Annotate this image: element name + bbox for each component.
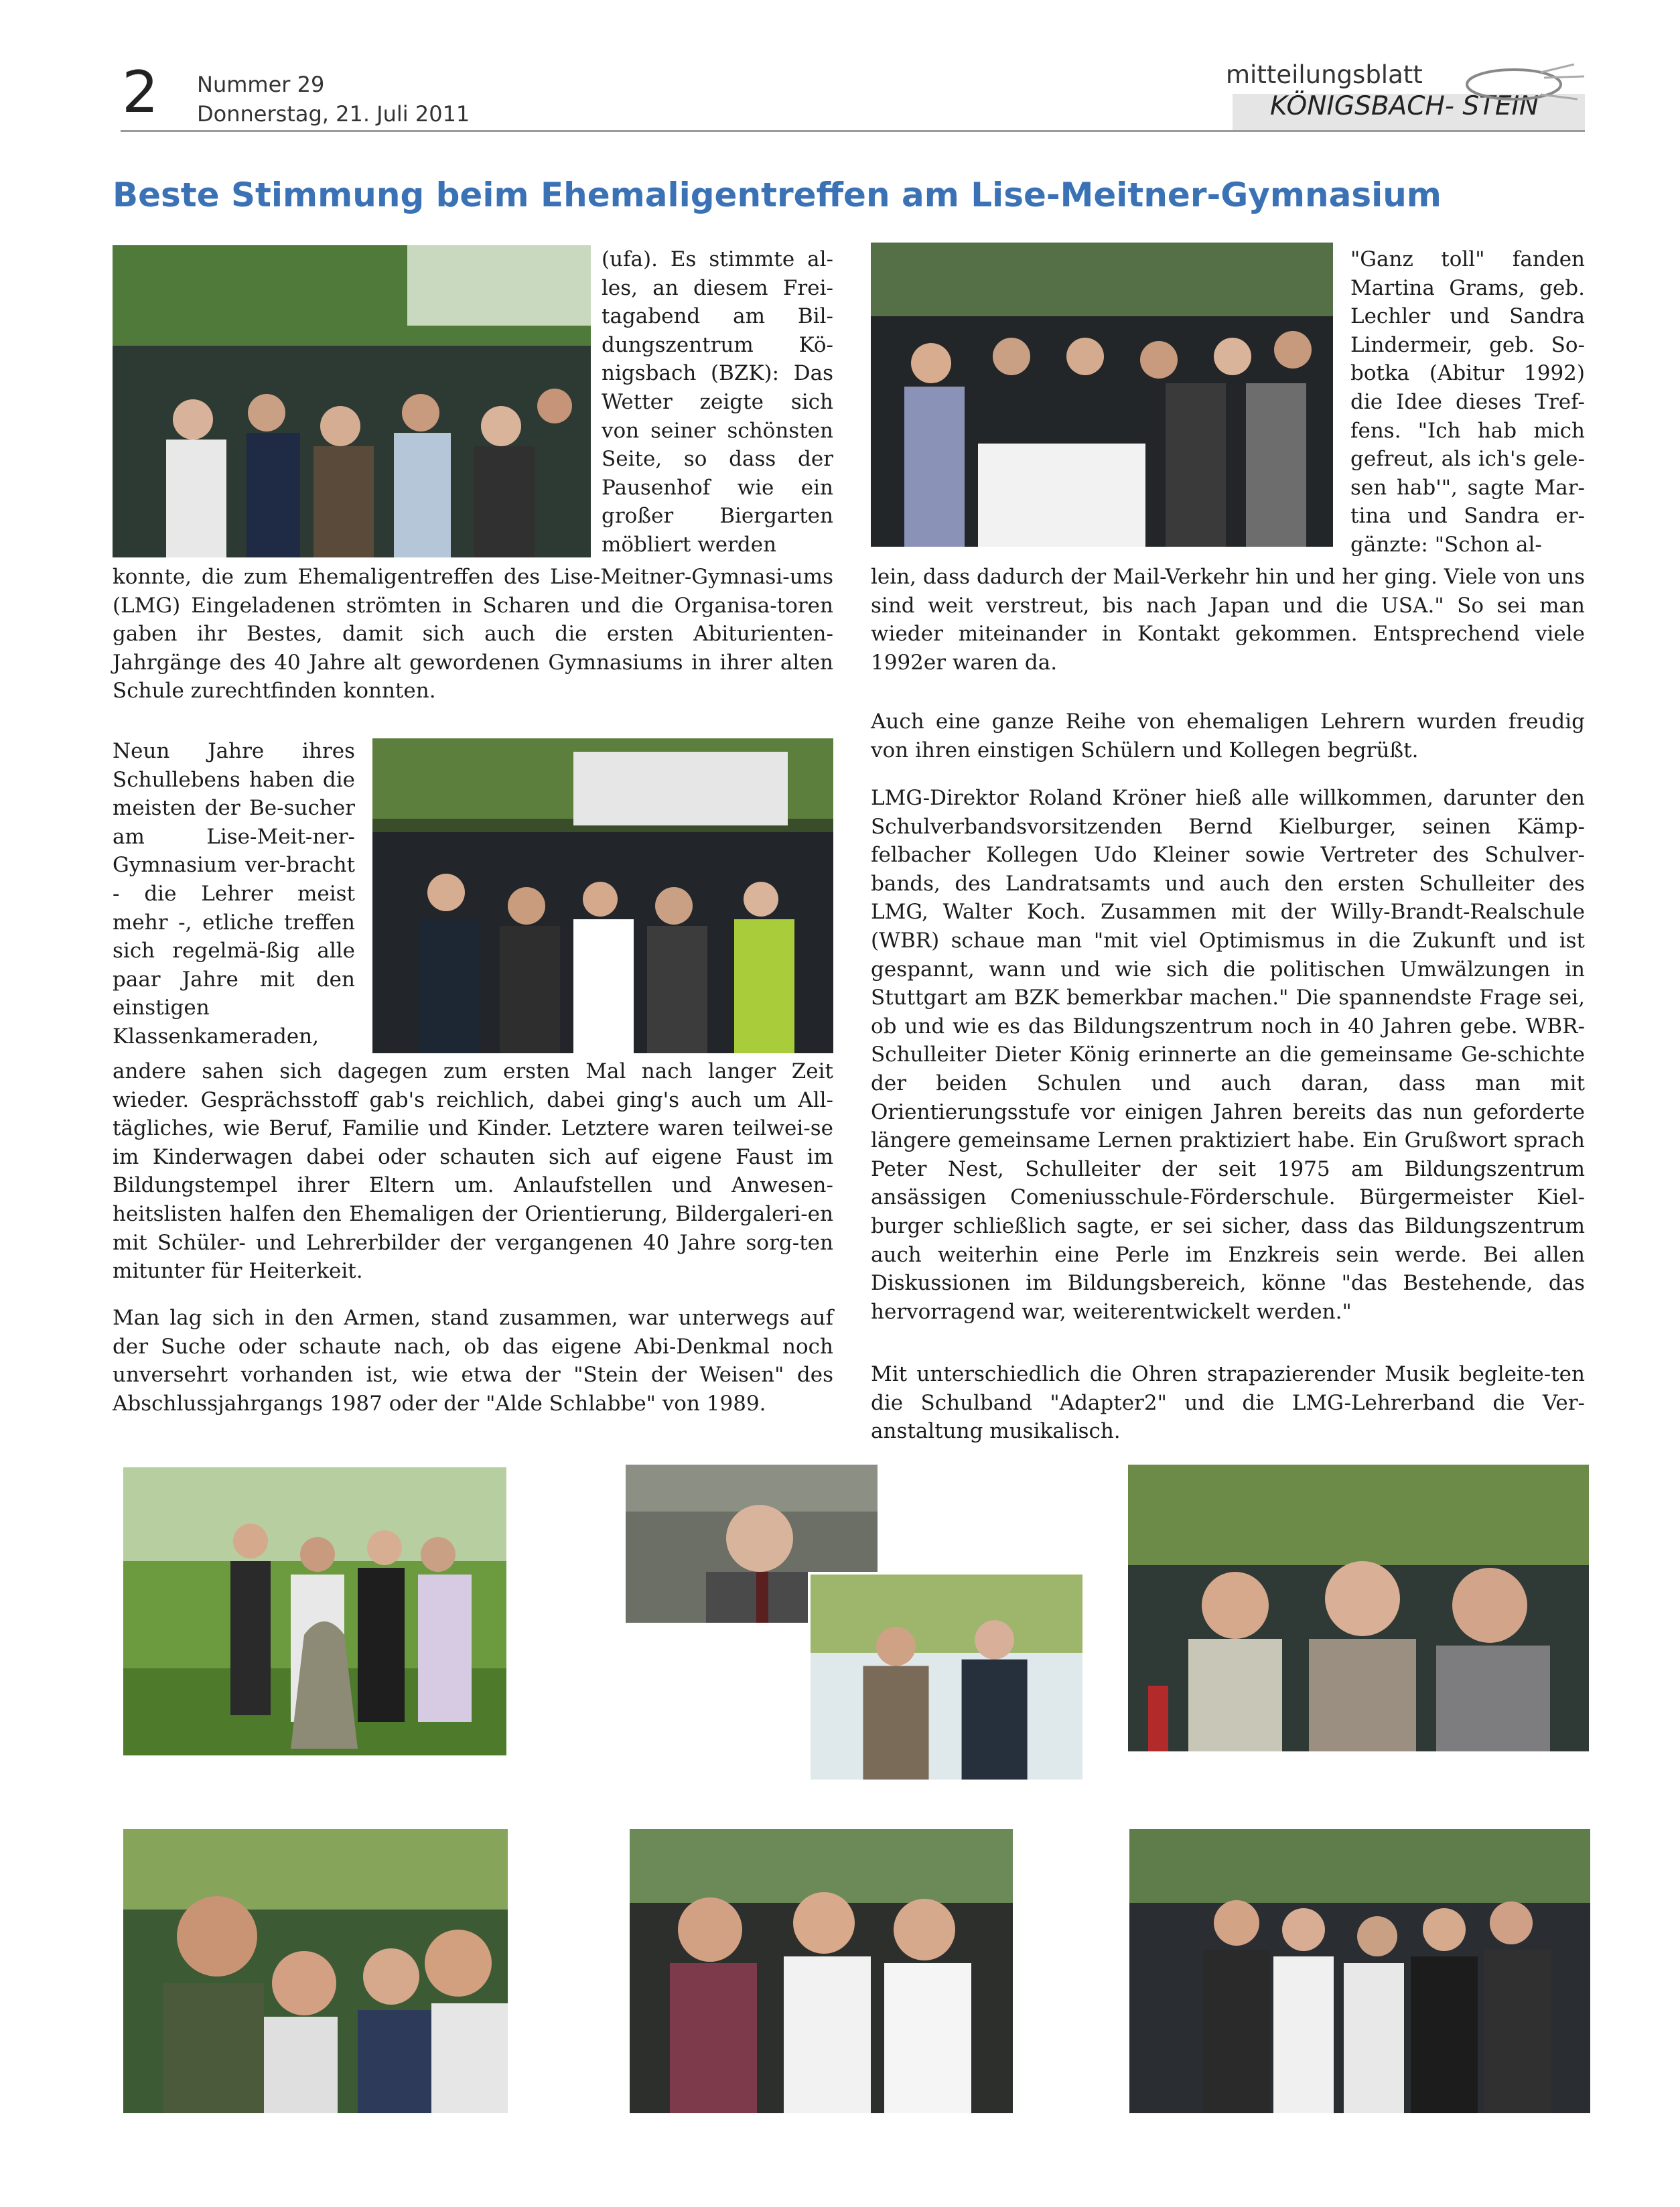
col2-music-text: Mit unterschiedlich die Ohren strapazierender Musik begleite-ten die Schulband "Adapter2" und die LMG-Lehrerband die Ver-anstaltung musikalisch.: [871, 1362, 1585, 1444]
header-rule: [121, 130, 1585, 132]
col2-teachers-text: Auch eine ganze Reihe von ehemaligen Lehrern wurden freudig von ihren einstigen Schülern und Kollegen begrüßt.: [871, 710, 1585, 762]
col2-quote-continued: lein, dass dadurch der Mail-Verkehr hin und her ging. Viele von uns sind weit verstreut, bis nach Japan und die USA." So sei man wieder miteinander in Kontakt gekommen. Entsprechend viele 1992er waren da.: [871, 565, 1585, 675]
col1-intro-continued: konnte, die zum Ehemaligentreffen des Lise-Meitner-Gymnasi-ums (LMG) Eingeladenen strömten in Scharen und die Organisa-toren gaben ihr Bestes, damit sich auch die ersten Abiturienten-Jahrgänge des 40 Jahre alt gewordenen Gymnasiums in ihrer alten Schule zurechtfinden konnten.: [113, 565, 833, 704]
col1-second-text: Neun Jahre ihres Schullebens haben die meisten der Be-sucher am Lise-Meit-ner-Gymnasium ver-bracht - die Lehrer meist mehr -, etliche treffen sich regelmä-ßig alle paar Jahre mit den einstigen Klassenkameraden,: [113, 739, 355, 1049]
brand-title: mitteilungsblatt: [1226, 60, 1423, 89]
photo-memorial-stone: [123, 1467, 506, 1755]
photo-two-school-heads: [808, 1572, 1085, 1782]
col1-intro-text: (ufa). Es stimmte al-les, an diesem Frei-tagabend am Bil-dungszentrum Kö-nigsbach (BZK): Das Wetter zeigte sich von seiner schönsten Seite, so dass der Pausenhof wie ein großer Biergarten möbliert werden: [602, 247, 833, 557]
photo-group-evening: [1129, 1829, 1590, 2113]
photo-three-women: [630, 1829, 1013, 2113]
col1-second-continued: andere sahen sich dagegen zum ersten Mal nach langer Zeit wieder. Gesprächsstoff gab's reichlich, dabei ging's auch um All-tägliches, wie Beruf, Familie und Kinder. Letztere waren teilwei-se im Kinderwagen dabei oder schauten sich auf eigene Faust im Bildungstempel ihrer Eltern um. Anlaufstellen und Anwesen-heitslisten halfen den Ehemaligen der Orientierung, Bildergaleri-en mit Schüler- und Lehrerbilder der vergangenen 40 Jahre sorg-ten mitunter für Heiterkeit.: [113, 1059, 833, 1284]
brand-swoosh-logo: [1440, 58, 1594, 111]
issue-number: Nummer 29: [197, 72, 325, 97]
photo-group-table: [871, 243, 1333, 547]
photo-crowd-courtyard: [113, 245, 591, 557]
photo-three-senior-men: [1128, 1465, 1589, 1751]
col2-quote-text: "Ganz toll" fanden Martina Grams, geb. Lechler und Sandra Lindermeir, geb. So-botka (Abitur 1992) die Idee dieses Tref-fens. "Ich hab mich gefreut, als ich's gele-sen hab'", sagte Mar-tina und Sandra er-gänzte: "Schon al-: [1350, 247, 1585, 557]
issue-date: Donnerstag, 21. Juli 2011: [197, 101, 470, 127]
brand-town: KÖNIGSBACH- STEIN: [1270, 91, 1539, 121]
col2-director-text: LMG-Direktor Roland Kröner hieß alle willkommen, darunter den Schulverbandsvorsitzenden Bernd Kielburger, seinen Kämp-felbacher Kollegen Udo Kleiner sowie Vertreter des Schulver-bands, des Landratsamts und auch den ersten Schulleiter des LMG, Walter Koch. Zusammen mit der Willy-Brandt-Realschule (WBR) schaue man "mit viel Optimismus in die Zukunft und ist gespannt, wann und wie sich die politischen Umwälzungen in Stuttgart am BZK bemerkbar machen." Die spannendste Frage sei, ob und wie es das Bildungszentrum noch in 40 Jahren gebe. WBR-Schulleiter Dieter König erinnerte an die gemeinsame Ge-schichte der beiden Schulen und auch daran, dass man mit Orientierungsstufe vor einigen Jahren bereits das nun geforderte längere gemeinsame Lernen praktiziert habe. Ein Grußwort sprach Peter Nest, Schulleiter der seit 1975 am Bildungszentrum ansässigen Comeniusschule-Förderschule. Bürgermeister Kiel-burger schließlich sagte, er sei sicher, dass das Bildungszentrum auch weiterhin eine Perle im Enzkreis sein werde. Bei allen Diskussionen im Bildungsbereich, könne "das Bestehende, das hervorragend war, weiterentwickelt werden.": [871, 786, 1585, 1324]
issue-info: [197, 70, 470, 129]
photo-crowd-stage: [372, 738, 833, 1053]
col1-third-text: Man lag sich in den Armen, stand zusammen, war unterwegs auf der Suche oder schaute nach, ob das eigene Abi-Denkmal noch unversehrt vorhanden ist, wie etwa der "Stein der Weisen" des Abschlussjahrgangs 1987 oder der "Alde Schlabbe" von 1989.: [113, 1306, 833, 1416]
page-number: 2: [122, 59, 159, 126]
photo-laughing-group: [123, 1829, 508, 2113]
article-headline: Beste Stimmung beim Ehemaligentreffen am Lise-Meitner-Gymnasium: [113, 176, 1442, 214]
